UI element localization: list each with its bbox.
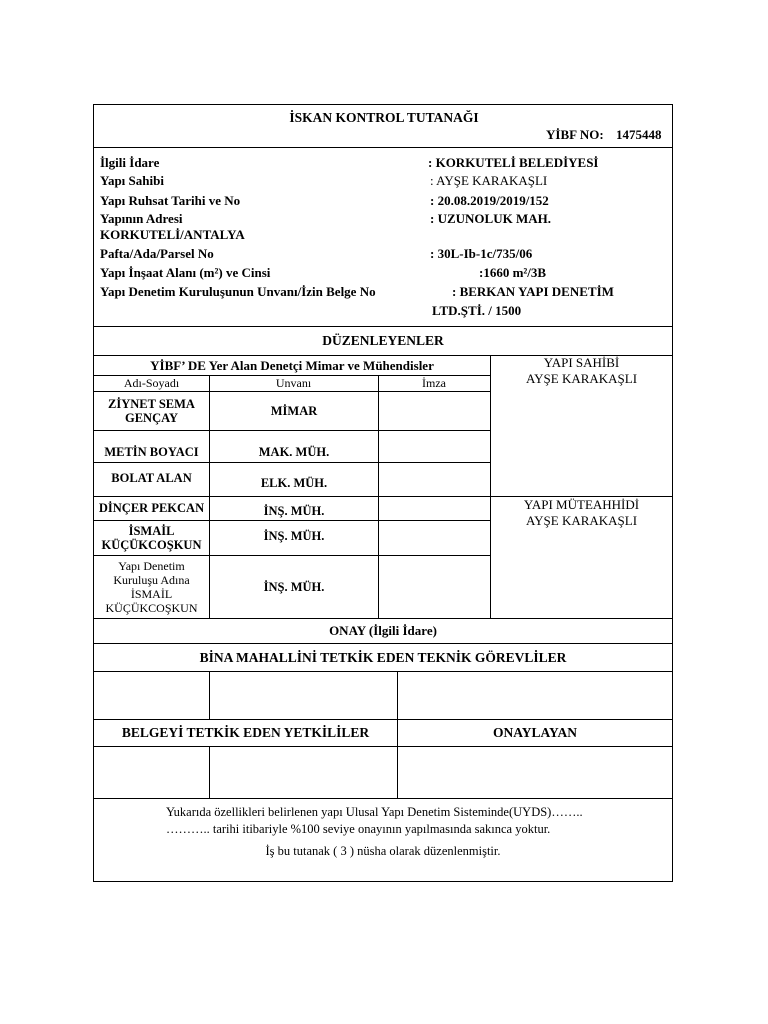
table-row-title: İNŞ. MÜH. bbox=[263, 579, 325, 594]
owner-value: AYŞE KARAKAŞLI bbox=[525, 371, 638, 386]
table-row-title: MİMAR bbox=[270, 404, 318, 418]
info-label: Yapı Denetim Kuruluşunun Unvanı/İzin Belge No bbox=[100, 284, 376, 299]
column-header-name: Adı-Soyadı bbox=[123, 376, 180, 390]
table-row-title: MAK. MÜH. bbox=[258, 445, 330, 459]
table-row-name: DİNÇER PEKCAN bbox=[98, 501, 205, 515]
table-row-name-text: Yapı Denetim Kuruluşu Adına İSMAİL KÜÇÜKCOŞKUN bbox=[105, 558, 198, 615]
signature-cell[interactable] bbox=[94, 747, 209, 798]
owner-label: YAPI SAHİBİ bbox=[543, 355, 620, 370]
contractor-label: YAPI MÜTEAHHİDİ bbox=[523, 497, 640, 512]
divider bbox=[94, 147, 672, 148]
table-row-name: ZİYNET SEMA GENÇAY bbox=[108, 397, 195, 425]
divider bbox=[94, 326, 672, 327]
column-header-signature: İmza bbox=[422, 376, 446, 390]
signature-cell[interactable] bbox=[210, 672, 397, 719]
info-label: Yapının Adresi bbox=[100, 211, 183, 226]
info-value: : 30L-Ib-1c/735/06 bbox=[430, 246, 533, 261]
signature-cell[interactable] bbox=[94, 672, 209, 719]
site-inspectors-title: BİNA MAHALLİNİ TETKİK EDEN TEKNİK GÖREVLİLER bbox=[199, 650, 567, 665]
info-value: : BERKAN YAPI DENETİM bbox=[452, 284, 614, 299]
table-row-name bbox=[96, 556, 207, 617]
info-label: Yapı Ruhsat Tarihi ve No bbox=[100, 193, 241, 208]
table-row-title: İNŞ. MÜH. bbox=[263, 504, 325, 518]
document-form bbox=[93, 104, 673, 882]
table-title: YİBF’ DE Yer Alan Denetçi Mimar ve Mühendisler bbox=[150, 358, 434, 373]
divider bbox=[94, 618, 672, 619]
section-title-duzenleyenler: DÜZENLEYENLER bbox=[322, 333, 444, 348]
table-row-title: ELK. MÜH. bbox=[260, 476, 328, 490]
divider bbox=[94, 643, 672, 644]
info-label: İlgili İdare bbox=[100, 155, 160, 170]
signature-cell[interactable] bbox=[210, 747, 397, 798]
footer-line-2: ……….. tarihi itibariyle %100 seviye onayının yapılmasında sakınca yoktur. bbox=[166, 822, 551, 836]
divider bbox=[94, 798, 672, 799]
approver-title: ONAYLAYAN bbox=[492, 725, 578, 740]
table-row-name: İSMAİL KÜÇÜKCOŞKUN bbox=[101, 524, 202, 552]
divider bbox=[94, 430, 490, 431]
divider bbox=[94, 719, 672, 720]
table-row-title: İNŞ. MÜH. bbox=[263, 529, 325, 543]
info-label: Yapı İnşaat Alanı (m²) ve Cinsi bbox=[100, 265, 271, 280]
info-label: Yapı Sahibi bbox=[100, 173, 164, 188]
info-value-continued: LTD.ŞTİ. / 1500 bbox=[432, 303, 522, 318]
signature-cell[interactable] bbox=[398, 747, 672, 798]
table-row-name: METİN BOYACI bbox=[104, 445, 199, 459]
info-value: : AYŞE KARAKAŞLI bbox=[430, 173, 548, 188]
document-title: İSKAN KONTROL TUTANAĞI bbox=[289, 110, 479, 125]
footer-line-1: Yukarıda özellikleri belirlenen yapı Ulusal Yapı Denetim Sisteminde(UYDS)…….. bbox=[166, 805, 583, 819]
approval-title: ONAY (İlgili İdare) bbox=[329, 623, 437, 638]
info-value: : KORKUTELİ BELEDİYESİ bbox=[428, 155, 599, 170]
contractor-value: AYŞE KARAKAŞLI bbox=[525, 513, 638, 528]
info-label: Pafta/Ada/Parsel No bbox=[100, 246, 214, 261]
signature-cell[interactable] bbox=[398, 672, 672, 719]
info-value: : 20.08.2019/2019/152 bbox=[430, 193, 549, 208]
footer-line-3: İş bu tutanak ( 3 ) nüsha olarak düzenlenmiştir. bbox=[265, 844, 501, 858]
info-value: :1660 m²/3B bbox=[479, 265, 547, 280]
document-reviewers-title: BELGEYİ TETKİK EDEN YETKİLİLER bbox=[121, 725, 370, 740]
divider bbox=[490, 355, 491, 618]
yibf-number: 1475448 bbox=[616, 127, 662, 142]
table-row-name: BOLAT ALAN bbox=[111, 471, 192, 485]
column-header-title: Unvanı bbox=[275, 376, 312, 390]
info-label: KORKUTELİ/ANTALYA bbox=[100, 227, 245, 242]
yibf-label: YİBF NO: bbox=[546, 127, 604, 142]
info-value: : UZUNOLUK MAH. bbox=[430, 211, 551, 226]
